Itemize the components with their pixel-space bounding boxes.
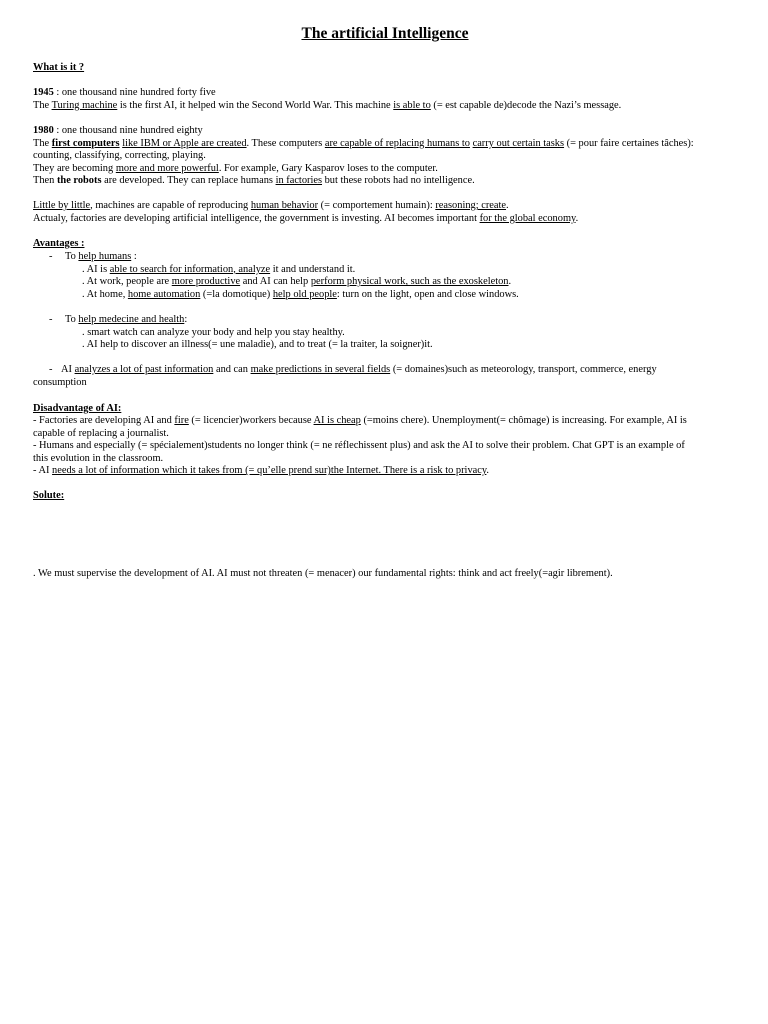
- text: :: [184, 314, 188, 325]
- section-little-by-little: [33, 200, 735, 225]
- text: . These computers: [246, 137, 325, 149]
- text: (=la domotique): [200, 288, 273, 300]
- robots-line: [33, 175, 735, 188]
- text: - Factories are developing AI and: [33, 415, 175, 426]
- list-item: . AI help to discover an illness(= une maladie), and to treat (= la traiter, la soigner)it.: [82, 339, 433, 351]
- list-item: [33, 415, 735, 428]
- text: .: [506, 200, 509, 211]
- list-item: - Humans and especially (= spécialement)students no longer think (= ne réflechissent plus) and ask the AI to solve their problem. Chat GPT is an example of: [33, 440, 685, 452]
- ibm-apple-text: like IBM or Apple are created: [122, 137, 247, 149]
- text: but these robots had no intelligence.: [322, 175, 475, 187]
- privacy-text: needs a lot of information which it takes from (= qu’elle prend sur)the Internet. There is a risk to privacy: [52, 465, 487, 477]
- list-item-continuation: capable of replacing a journalist.: [33, 427, 169, 439]
- first-computers-text: first computers: [51, 137, 120, 149]
- list-dash: -: [49, 251, 53, 262]
- help-humans-text: help humans: [78, 251, 132, 262]
- text: , machines are capable of reproducing: [90, 200, 251, 211]
- search-info-text: able to search for information, analyze: [109, 263, 271, 275]
- text: To: [65, 314, 79, 325]
- text: (= pour faire certaines tâches):: [564, 137, 694, 149]
- certain-tasks-text: carry out certain tasks: [472, 137, 565, 149]
- year-1945-text: : one thousand nine hundred forty five: [53, 87, 216, 98]
- more-productive-text: more productive: [171, 276, 241, 288]
- text: (= domaines)such as meteorology, transport, commerce, energy: [390, 364, 657, 375]
- past-information-text: analyzes a lot of past information: [74, 364, 214, 375]
- exoskeleton-text: perform physical work, such as the exoskeleton: [310, 276, 509, 288]
- text: The: [33, 137, 52, 149]
- disadvantage-list: [33, 415, 735, 478]
- help-old-people-text: help old people: [272, 288, 337, 300]
- list-dash: -: [49, 364, 53, 375]
- text: AI: [61, 364, 75, 375]
- ai-analyzes-paragraph: [33, 364, 735, 389]
- list-item: . smart watch can analyze your body and help you stay healthy.: [82, 326, 345, 338]
- help-medecine-list: [33, 314, 735, 352]
- text: and AI can help: [240, 276, 311, 288]
- what-is-it-heading: What is it ?: [33, 62, 85, 73]
- text: . AI is: [82, 263, 110, 275]
- section-1945: [33, 87, 735, 112]
- solute-heading: Solute:: [33, 490, 65, 501]
- list-item-continuation: this evolution in the classroom.: [33, 452, 164, 464]
- page-title: The artificial Intelligence: [301, 25, 469, 42]
- ai-analyzes-line: [33, 364, 735, 377]
- ai-cheap-text: AI is cheap: [313, 415, 361, 426]
- section-1980: [33, 125, 735, 188]
- list-item: [33, 276, 735, 289]
- counting-line: counting, classifying, correcting, playing.: [33, 150, 206, 162]
- text: : turn on the light, open and close windows.: [336, 288, 519, 300]
- text: (=moins chere). Unemployment(= chômage) is increasing. For example, AI is: [360, 415, 687, 426]
- home-automation-text: home automation: [127, 288, 201, 300]
- list-item: [33, 465, 735, 478]
- in-factories-text: in factories: [275, 175, 323, 187]
- little-by-little-text: Little by little: [33, 200, 91, 211]
- fire-text: fire: [174, 415, 189, 426]
- year-1945-line: [33, 87, 735, 100]
- avantages-heading: Avantages :: [33, 238, 85, 249]
- help-humans-item: [33, 251, 735, 264]
- text: are developed. They can replace humans: [101, 175, 276, 187]
- turing-machine-text: Turing machine: [51, 99, 118, 111]
- list-item: [33, 289, 735, 302]
- text: :: [131, 251, 137, 262]
- text: Then: [33, 175, 57, 187]
- replacing-humans-text: are capable of replacing humans to: [324, 137, 470, 149]
- text: To: [65, 251, 79, 262]
- help-medecine-text: help medecine and health: [78, 314, 185, 325]
- actualy-line: [33, 213, 735, 226]
- human-behavior-text: human behavior: [250, 200, 319, 211]
- year-1945: 1945: [33, 87, 54, 98]
- text: (= est capable de)decode the Nazi’s message.: [430, 99, 622, 111]
- text: . At work, people are: [82, 276, 172, 288]
- text: and can: [213, 364, 251, 375]
- year-1980-line: [33, 125, 735, 138]
- computers-line: [33, 138, 735, 151]
- text: Actualy, factories are developing artificial intelligence, the government is investing. AI becomes important: [33, 212, 480, 224]
- text: .: [486, 465, 489, 477]
- list-item: [33, 264, 735, 277]
- year-1980: 1980: [33, 125, 54, 136]
- text: (= comportement humain):: [318, 200, 436, 211]
- is-able-to-text: is able to: [393, 99, 431, 111]
- little-line: [33, 200, 735, 213]
- text: it and understand it.: [270, 263, 356, 275]
- text: . For example, Gary Kasparov loses to the computer.: [218, 162, 438, 174]
- reasoning-text: reasoning; create: [435, 200, 507, 211]
- text: .: [508, 276, 512, 288]
- disadvantage-heading: Disadvantage of AI:: [33, 403, 122, 414]
- text: .: [575, 212, 579, 224]
- help-medecine-item: [33, 314, 735, 327]
- text: They are becoming: [33, 162, 116, 174]
- text: is the first AI, it helped win the Second World War. This machine: [117, 99, 394, 111]
- predictions-text: make predictions in several fields: [250, 364, 391, 375]
- text: - AI: [33, 465, 53, 477]
- text: (= licencier)workers because: [188, 415, 314, 426]
- help-humans-list: [33, 251, 735, 301]
- consumption-line: consumption: [33, 376, 87, 388]
- text: The: [33, 99, 52, 111]
- the-robots-text: the robots: [56, 175, 102, 187]
- more-powerful-text: more and more powerful: [115, 162, 219, 174]
- text: . At home,: [82, 288, 128, 300]
- turing-line: [33, 100, 735, 113]
- global-economy-text: for the global economy: [479, 212, 576, 224]
- year-1980-text: : one thousand nine hundred eighty: [53, 125, 203, 136]
- list-dash: -: [49, 314, 53, 325]
- solute-text: . We must supervise the development of AI. AI must not threaten (= menacer) our fundamental rights: think and act freely(=agir librement).: [33, 568, 613, 579]
- powerful-line: [33, 163, 735, 176]
